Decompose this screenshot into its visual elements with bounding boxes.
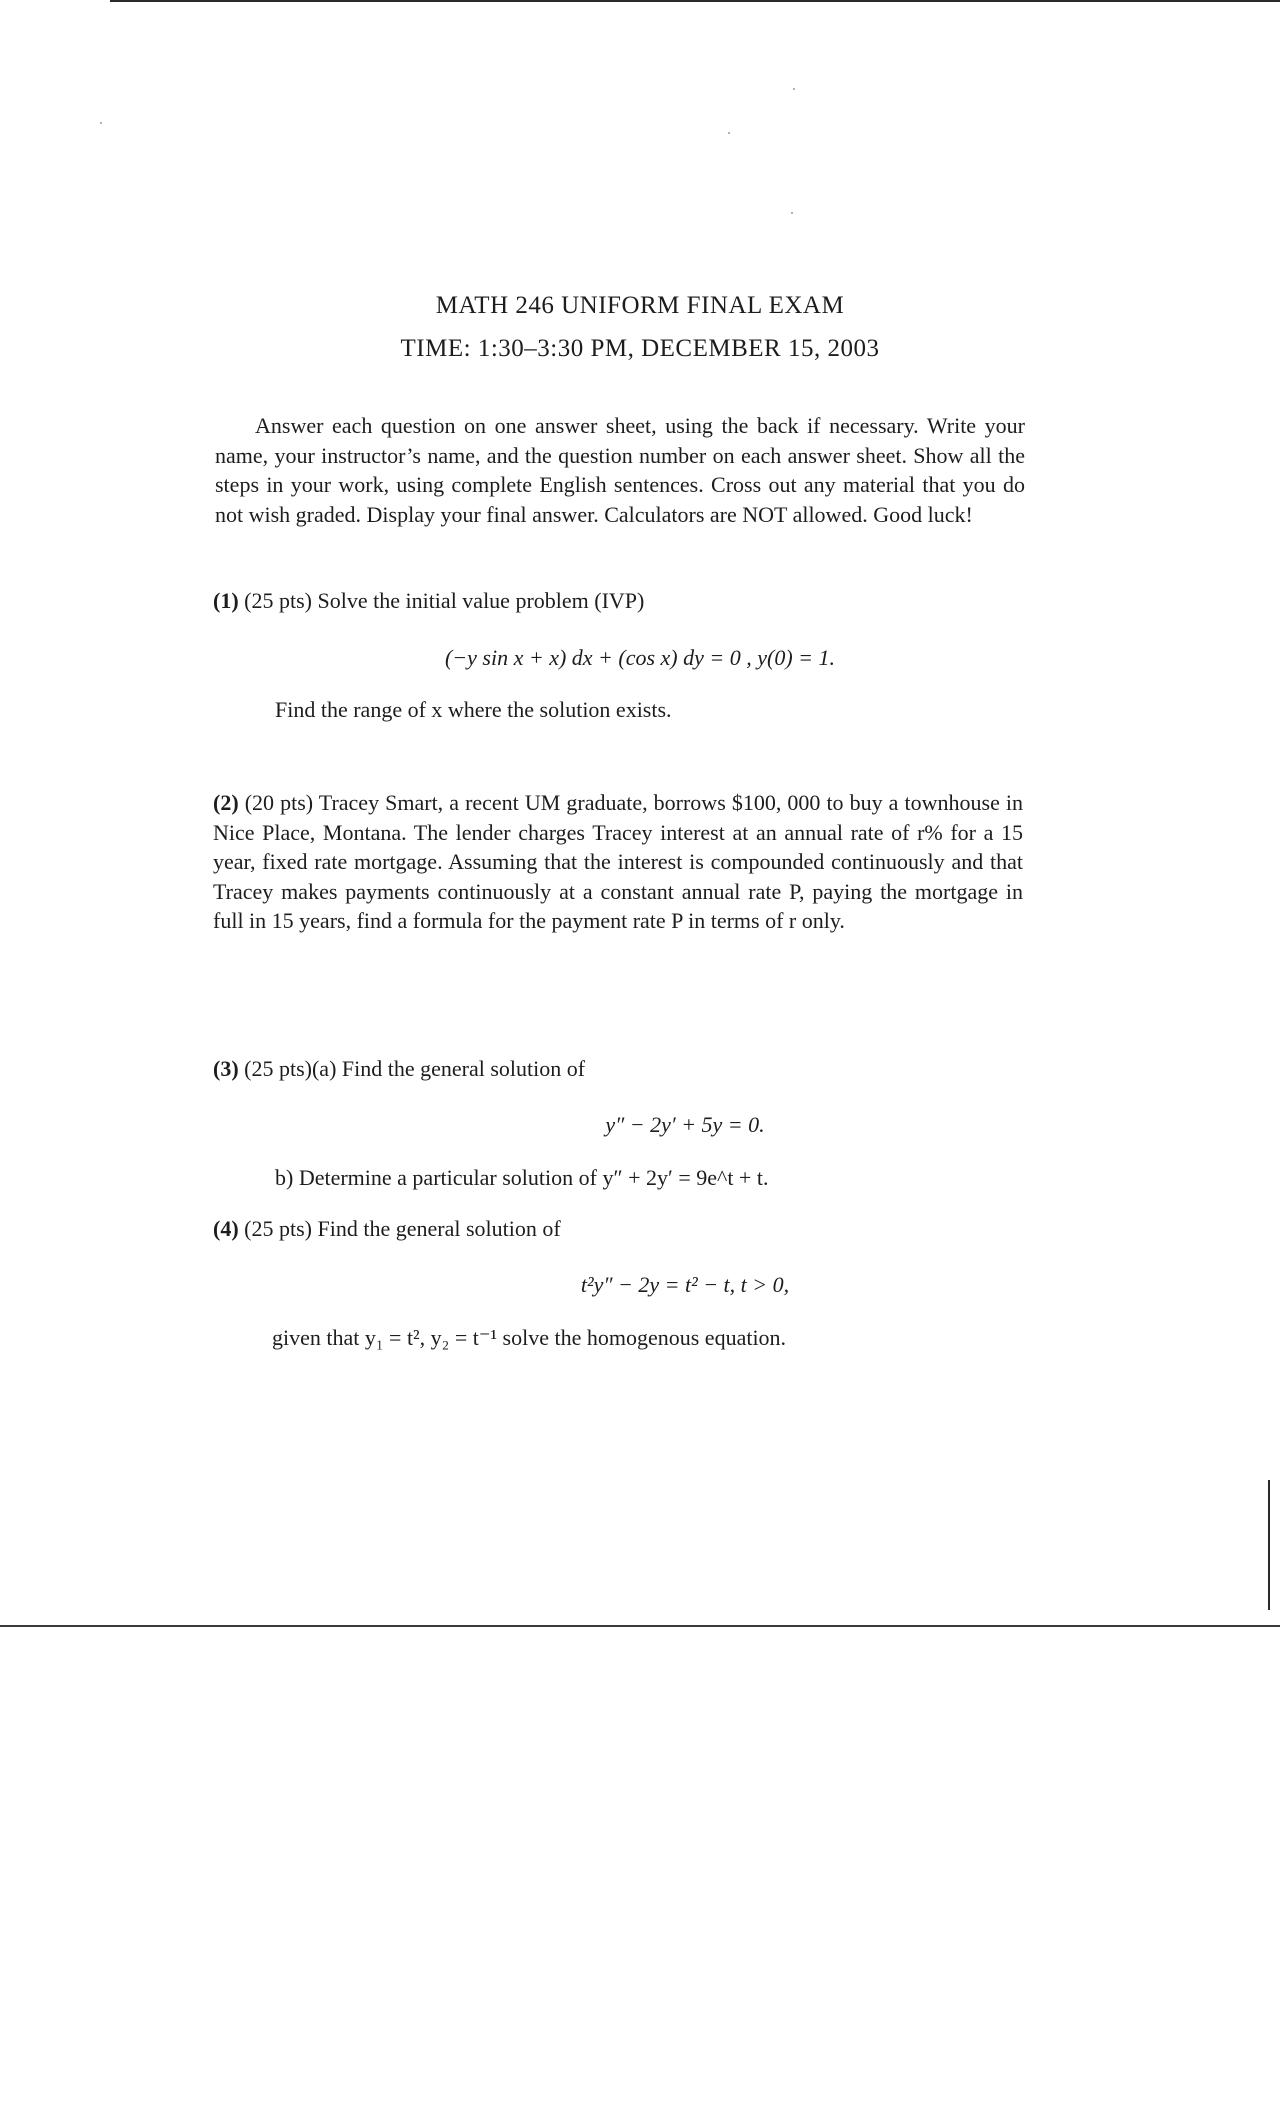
scan-speck <box>791 212 793 214</box>
question-2-points: (20 pts) <box>244 790 314 815</box>
scan-speck <box>793 88 795 90</box>
top-scan-line <box>110 0 1280 2</box>
question-2-block <box>213 788 1023 936</box>
question-1-followup: Find the range of x where the solution exists. <box>275 697 672 722</box>
question-3-part-b: b) Determine a particular solution of y″ + 2y′ = 9e^t + t. <box>275 1165 769 1190</box>
question-3-points: (25 pts) <box>244 1056 312 1081</box>
scan-speck <box>728 132 730 134</box>
question-1-number: (1) <box>213 588 239 613</box>
bottom-scan-line <box>0 1625 1280 1627</box>
right-scan-edge <box>1268 1480 1270 1610</box>
question-4-equation: t²y″ − 2y = t² − t, t > 0, <box>580 1272 790 1297</box>
exam-time: TIME: 1:30–3:30 PM, DECEMBER 15, 2003 <box>400 335 880 362</box>
question-4-number: (4) <box>213 1216 239 1241</box>
question-1-points: (25 pts) <box>244 588 312 613</box>
exam-title: MATH 246 UNIFORM FINAL EXAM <box>435 292 845 319</box>
question-4-points: (25 pts) <box>244 1216 312 1241</box>
question-3-heading <box>213 1056 585 1082</box>
scan-speck <box>100 122 102 124</box>
instructions-paragraph <box>215 411 1025 529</box>
question-3-number: (3) <box>213 1056 239 1081</box>
question-2-text: Tracey Smart, a recent UM graduate, borrows $100, 000 to buy a townhouse in Nice Place, Montana. The lender charges Tracey interest at an annual rate of r% for a 15 year, fixed rate mortgage. Assuming that the interest is compounded continuously and that Tracey makes payments continuously at a constant annual rate P, paying the mortgage in full in 15 years, find a formula for the payment rate P in terms of r only. <box>213 790 1023 933</box>
question-3-part-a: (a) Find the general solution of <box>311 1056 586 1081</box>
question-1-text: Solve the initial value problem (IVP) <box>317 588 645 613</box>
question-1-equation: (−y sin x + x) dx + (cos x) dy = 0 , y(0) = 1. <box>444 645 836 670</box>
question-2-number: (2) <box>213 790 239 815</box>
question-4-text: Find the general solution of <box>317 1216 561 1241</box>
question-4-heading <box>213 1216 561 1242</box>
instructions-text: Answer each question on one answer sheet, using the back if necessary. Write your name, your instructor’s name, and the question number on each answer sheet. Show all the steps in your work, using complete English sentences. Cross out any material that you do not wish graded. Display your final answer. Calculators are NOT allowed. Good luck! <box>215 413 1025 527</box>
question-1-heading <box>213 588 644 614</box>
question-4-followup: given that y₁ = t², y₂ = t⁻¹ solve the homogenous equation. <box>272 1325 787 1350</box>
question-3-equation: y″ − 2y′ + 5y = 0. <box>605 1112 765 1137</box>
